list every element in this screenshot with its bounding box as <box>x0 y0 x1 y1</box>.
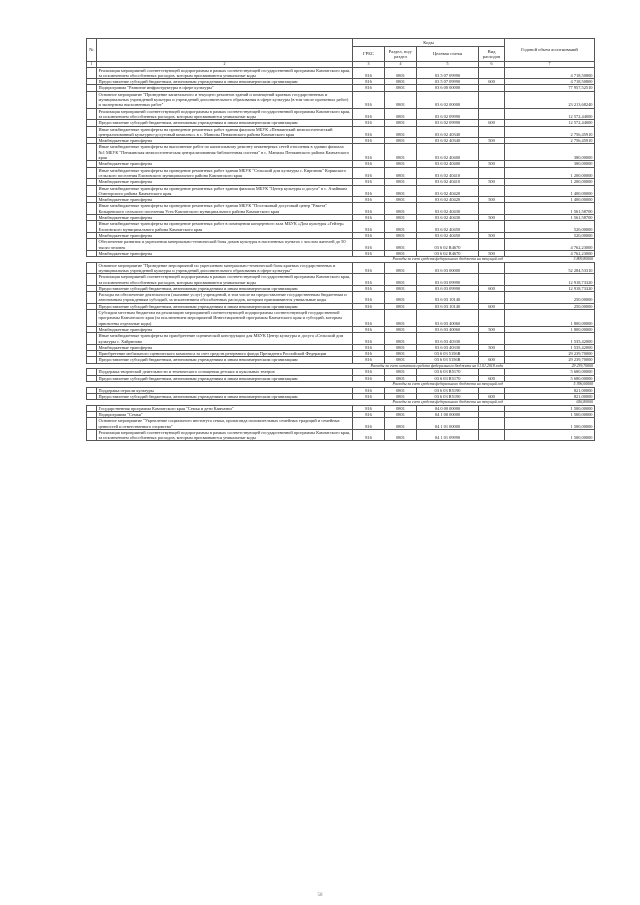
cell-target: 03 6 03 09990 <box>417 285 479 291</box>
cell-name: Предоставление субсидий бюджетным, автономным учреждениям и иным некоммерческим организациям <box>97 285 353 291</box>
cell-section: 0801 <box>385 303 417 309</box>
cell-grbs: 816 <box>353 108 385 120</box>
cell-vr <box>479 221 505 233</box>
cell-num <box>87 91 97 108</box>
cell-name: Межбюджетные трансферты <box>97 138 353 144</box>
note-sum: 29 239,70000 <box>571 363 593 368</box>
cell-section: 0801 <box>385 405 417 411</box>
cell-target: 03 6 03 40330 <box>417 344 479 350</box>
cell-section: 0801 <box>385 250 417 256</box>
cell-amount: 520,00000 <box>505 232 595 238</box>
cell-target: 03 6 03 40060 <box>417 326 479 332</box>
cell-target: 03 6 02 40340 <box>417 138 479 144</box>
table-row <box>87 418 595 430</box>
cell-target: 03 6 02 40450 <box>417 221 479 233</box>
col-header-num: № <box>87 39 97 62</box>
note-sum: 5 396,00000 <box>573 381 593 386</box>
cell-vr: 500 <box>479 138 505 144</box>
cell-amount: 23 213,68240 <box>505 91 595 108</box>
cell-section: 0801 <box>385 326 417 332</box>
cell-amount: 1 561,58700 <box>505 203 595 215</box>
cell-grbs: 816 <box>353 161 385 167</box>
cell-name: Основное мероприятие "Проведение мероприятий по укреплению материально-технической базы краевых государственных и муниципальных учреждений культуры и учреждений дополнительного образования в сфере культуры" <box>97 262 353 274</box>
cell-num <box>87 292 97 304</box>
cell-vr <box>479 333 505 345</box>
cell-num <box>87 144 97 161</box>
cell-grbs: 816 <box>353 239 385 251</box>
cell-section: 0801 <box>385 369 417 375</box>
cell-name: Реализация мероприятий соответствующей подпрограммы в рамках соответствующей государственной программы Камчатского края, за исключением обособленных расходов, которым присваиваются уникальные коды <box>97 108 353 120</box>
cell-amount: 1 800,00000 <box>505 310 595 327</box>
cell-target: 03 6 03 5156R <box>417 357 479 363</box>
col-header-name <box>97 39 353 62</box>
cell-amount: 2 756,45910 <box>505 126 595 138</box>
cell-grbs: 816 <box>353 221 385 233</box>
cell-section: 0801 <box>385 215 417 221</box>
cell-name: Межбюджетные трансферты <box>97 344 353 350</box>
cell-name: Реализация мероприятий соответствующей подпрограммы в рамках соответствующей государственной программы Камчатского края, за исключением обособленных расходов, которым присваиваются уникальные коды <box>97 429 353 441</box>
cell-num <box>87 203 97 215</box>
cell-target: 03 6 02 40400 <box>417 161 479 167</box>
cell-grbs: 816 <box>353 250 385 256</box>
cell-vr: 500 <box>479 326 505 332</box>
cell-section: 0801 <box>385 285 417 291</box>
col-header-amount: Годовой объем ассигнований <box>505 39 595 62</box>
cell-grbs: 816 <box>353 215 385 221</box>
cell-target: 03 6 03 40060 <box>417 310 479 327</box>
cell-amount: 1 500,00000 <box>505 405 595 411</box>
cell-amount: 1 400,00000 <box>505 197 595 203</box>
table-row <box>87 126 595 138</box>
cell-amount: 1 561,58700 <box>505 215 595 221</box>
cell-vr <box>479 203 505 215</box>
cell-grbs: 816 <box>353 126 385 138</box>
col-header-section: Раздел, под-раздел <box>385 47 417 62</box>
table-row <box>87 310 595 327</box>
cell-amount: 1 200,00000 <box>505 179 595 185</box>
table-row <box>87 203 595 215</box>
cell-amount: 5 680,00000 <box>505 369 595 375</box>
cell-name: Межбюджетные трансферты <box>97 161 353 167</box>
cell-section: 0801 <box>385 344 417 350</box>
cell-vr <box>479 274 505 286</box>
cell-target: 03 6 02 R4670 <box>417 250 479 256</box>
cell-target: 03 6 03 R5170 <box>417 369 479 375</box>
cell-name: Реализация мероприятий соответствующей подпрограммы в рамках соответствующей государственной программы Камчатского края, за исключением обособленных расходов, которым присваиваются уникальные коды <box>97 274 353 286</box>
cell-target: 03 6 02 40340 <box>417 126 479 138</box>
cell-target: 03 6 03 R5170 <box>417 375 479 381</box>
cell-vr: 600 <box>479 120 505 126</box>
note-sum: 3 809,80000 <box>573 257 593 262</box>
cell-section: 0801 <box>385 197 417 203</box>
cell-name: Предоставление субсидий бюджетным, автономным учреждениям и иным некоммерческим организациям <box>97 393 353 399</box>
table-row <box>87 429 595 441</box>
cell-vr: 500 <box>479 215 505 221</box>
cell-name: Межбюджетные трансферты <box>97 250 353 256</box>
cell-target: 03 6 02 40420 <box>417 197 479 203</box>
cell-amount: 29 239,70000 <box>505 357 595 363</box>
cell-section: 0801 <box>385 203 417 215</box>
cell-grbs: 816 <box>353 429 385 441</box>
cell-target: 03 5 07 09990 <box>417 67 479 79</box>
cell-vr <box>479 185 505 197</box>
cell-vr: 500 <box>479 232 505 238</box>
cell-amount: 4 718,50800 <box>505 67 595 79</box>
cell-vr <box>479 239 505 251</box>
cell-grbs: 816 <box>353 179 385 185</box>
cell-grbs: 816 <box>353 138 385 144</box>
cell-target: 03 6 03 40330 <box>417 333 479 345</box>
cell-amount: 1 500,00000 <box>505 412 595 418</box>
cell-target: 03 6 02 40410 <box>417 167 479 179</box>
cell-target: 03 6 03 10140 <box>417 292 479 304</box>
table-row <box>87 221 595 233</box>
cell-amount: 2 756,45910 <box>505 138 595 144</box>
table-row <box>87 292 595 304</box>
cell-target: 03 6 02 00000 <box>417 91 479 108</box>
cell-amount: 4 718,50800 <box>505 79 595 85</box>
cell-grbs: 816 <box>353 262 385 274</box>
cell-amount: 12 918,73320 <box>505 285 595 291</box>
cell-name: Поддержка творческой деятельности и технического оснащения детских и кукольных театров <box>97 369 353 375</box>
cell-vr <box>479 108 505 120</box>
cell-grbs: 816 <box>353 185 385 197</box>
table-row <box>87 333 595 345</box>
table-row <box>87 274 595 286</box>
cell-section: 0801 <box>385 357 417 363</box>
cell-vr: 500 <box>479 344 505 350</box>
cell-num <box>87 274 97 286</box>
table-row <box>87 144 595 161</box>
budget-document <box>86 38 594 441</box>
cell-grbs: 816 <box>353 412 385 418</box>
cell-name: Иные межбюджетные трансферты на проведение ремонтных работ здания МБУК "Поселковый досуговый центр "Ракета" Козыревского сельского поселения Усть-Камчатского муниципального района Камчатского края <box>97 203 353 215</box>
cell-section: 0801 <box>385 138 417 144</box>
cell-name: Межбюджетные трансферты <box>97 179 353 185</box>
cell-section: 0801 <box>385 333 417 345</box>
cell-amount: 29 239,70000 <box>505 351 595 357</box>
cell-num <box>87 239 97 251</box>
cell-grbs: 816 <box>353 167 385 179</box>
cell-amount: 380,00000 <box>505 161 595 167</box>
cell-target: 03 6 03 10140 <box>417 303 479 309</box>
cell-grbs: 816 <box>353 197 385 203</box>
cell-target: 03 6 03 00000 <box>417 262 479 274</box>
cell-section: 0801 <box>385 85 417 91</box>
cell-grbs: 816 <box>353 292 385 304</box>
cell-grbs: 816 <box>353 387 385 393</box>
cell-vr: 600 <box>479 303 505 309</box>
col-header-vr: Вид расходов <box>479 47 505 62</box>
cell-section: 0801 <box>385 412 417 418</box>
cell-name: Межбюджетные трансферты <box>97 326 353 332</box>
cell-grbs: 816 <box>353 405 385 411</box>
cell-num <box>87 418 97 430</box>
cell-target: 03 6 02 09990 <box>417 120 479 126</box>
cell-target: 03 6 02 R4670 <box>417 239 479 251</box>
cell-target: 03 6 02 40410 <box>417 179 479 185</box>
cell-vr: 500 <box>479 179 505 185</box>
cell-name: Межбюджетные трансферты <box>97 215 353 221</box>
col-header-grbs: ГРБС <box>353 47 385 62</box>
cell-amount: 12 572,44000 <box>505 108 595 120</box>
note-text: Расходы за счет средств федерального бюджета на текущий год <box>392 257 503 262</box>
cell-amount: 821,00000 <box>505 387 595 393</box>
note-text: Расходы за счет средств федерального бюджета на текущий год <box>392 400 503 405</box>
cell-name: Государственная программа Камчатского края "Семья и дети Камчатки" <box>97 405 353 411</box>
cell-target: 04 1 01 00000 <box>417 418 479 430</box>
table-body <box>87 67 595 441</box>
cell-num <box>87 262 97 274</box>
cell-name: Приобретение мобильного сценического комплекса за счет средств резервного фонда Президента Российской Федерации <box>97 351 353 357</box>
cell-vr <box>479 429 505 441</box>
cell-section: 0801 <box>385 91 417 108</box>
cell-grbs: 816 <box>353 67 385 79</box>
cell-amount: 77 957,52510 <box>505 85 595 91</box>
cell-name: Иные межбюджетные трансферты на проведение ремонтных работ в помещении концертного зала МБУК «Дом культуры «Гейзер» Елизовского муниципального района Камчатского края <box>97 221 353 233</box>
note-text: Расходы за счет средств федерального бюджета на текущий год <box>392 381 503 386</box>
cell-section: 0801 <box>385 239 417 251</box>
cell-num <box>87 167 97 179</box>
cell-vr <box>479 67 505 79</box>
cell-grbs: 816 <box>353 203 385 215</box>
cell-target: 03 6 03 R5190 <box>417 387 479 393</box>
cell-name: Поддержка отрасли культуры <box>97 387 353 393</box>
cell-amount: 821,00000 <box>505 393 595 399</box>
cell-grbs: 816 <box>353 120 385 126</box>
cell-amount: 1 200,00000 <box>505 167 595 179</box>
cell-name: Обеспечение развития и укрепления материально-технической базы домов культуры в населенных пунктах с числом жителей до 50 тысяч человек <box>97 239 353 251</box>
table-row <box>87 185 595 197</box>
cell-section: 0801 <box>385 221 417 233</box>
cell-section: 0801 <box>385 179 417 185</box>
cell-grbs: 816 <box>353 351 385 357</box>
cell-vr <box>479 262 505 274</box>
cell-amount: 1 400,00000 <box>505 185 595 197</box>
cell-target: 03 6 03 5156R <box>417 351 479 357</box>
cell-grbs: 816 <box>353 357 385 363</box>
column-index-row: 1 2 3 4 5 6 7 <box>87 62 595 68</box>
cell-vr <box>479 91 505 108</box>
cell-target: 03 6 02 40430 <box>417 203 479 215</box>
cell-name: Иные межбюджетные трансферты на проведение ремонтных работ здания филиала МБУК «Пенжинский межпоселенческий централизованный культурно-досуговый комплекс» в с. Манилы Пенжинского района Камчатского края <box>97 126 353 138</box>
cell-vr: 500 <box>479 250 505 256</box>
cell-num <box>87 108 97 120</box>
col-header-target: Целевая статья <box>417 47 479 62</box>
cell-name: Межбюджетные трансферты <box>97 197 353 203</box>
cell-vr <box>479 292 505 304</box>
cell-target: 03 6 02 09990 <box>417 108 479 120</box>
cell-target: 03 5 07 09990 <box>417 79 479 85</box>
cell-grbs: 816 <box>353 303 385 309</box>
cell-amount: 1 500,00000 <box>505 418 595 430</box>
cell-section: 0801 <box>385 120 417 126</box>
cell-grbs: 816 <box>353 91 385 108</box>
cell-vr: 500 <box>479 161 505 167</box>
cell-name: Предоставление субсидий бюджетным, автономным учреждениям и иным некоммерческим организациям <box>97 357 353 363</box>
cell-target: 03 6 02 40430 <box>417 215 479 221</box>
cell-name: Основное мероприятие "Укрепление социального института семьи, пропаганда положительных семейных традиций и семейных ценностей и ответственного отцовства" <box>97 418 353 430</box>
cell-amount: 250,00000 <box>505 303 595 309</box>
table-row <box>87 262 595 274</box>
cell-target: 04 1 01 09990 <box>417 429 479 441</box>
cell-section: 0801 <box>385 79 417 85</box>
cell-amount: 5 680,00000 <box>505 375 595 381</box>
cell-grbs: 816 <box>353 144 385 161</box>
cell-grbs: 816 <box>353 285 385 291</box>
cell-vr: 600 <box>479 79 505 85</box>
table-row <box>87 167 595 179</box>
cell-amount: 12 918,73320 <box>505 274 595 286</box>
cell-name: Иные межбюджетные трансферты на проведение ремонтных работ здания МБУК "Сельский дом культуры с. Кирганик" Корякского сельского поселения Елизовского муниципального района Камчатского края <box>97 167 353 179</box>
cell-target: 03 6 03 09990 <box>417 274 479 286</box>
cell-name: Реализация мероприятий соответствующей подпрограммы в рамках соответствующей государственной программы Камчатского края, за исключением обособленных расходов, которым присваиваются уникальные коды <box>97 67 353 79</box>
cell-vr <box>479 418 505 430</box>
cell-section: 0801 <box>385 262 417 274</box>
cell-name: Предоставление субсидий бюджетным, автономным учреждениям и иным некоммерческим организациям <box>97 120 353 126</box>
cell-name: Межбюджетные трансферты <box>97 232 353 238</box>
cell-target: 03 6 02 40450 <box>417 232 479 238</box>
cell-name: Субсидии местным бюджетам на реализацию мероприятий соответствующей подпрограммы соответствующей государственной программы Камчатского края (за исключением мероприятий Инвестиционной программы Камчатского края и субсидий, которым присвоены отдельные коды) <box>97 310 353 327</box>
cell-section: 0801 <box>385 126 417 138</box>
cell-target: 04 0 00 00000 <box>417 405 479 411</box>
cell-grbs: 816 <box>353 274 385 286</box>
cell-num <box>87 429 97 441</box>
cell-name: Иные межбюджетные трансферты на проведение ремонтных работ здания филиала МБУК "Центр культуры и досуга" в с. Ачайваям Олюторского района Камчатского края <box>97 185 353 197</box>
cell-name: Подпрограмма "Семья" <box>97 412 353 418</box>
cell-name: Предоставление субсидий бюджетным, автономным учреждениям и иным некоммерческим организациям <box>97 303 353 309</box>
cell-grbs: 816 <box>353 393 385 399</box>
cell-section: 0801 <box>385 351 417 357</box>
budget-table <box>86 38 595 441</box>
cell-grbs: 816 <box>353 369 385 375</box>
cell-section: 0801 <box>385 67 417 79</box>
cell-grbs: 816 <box>353 85 385 91</box>
cell-num <box>87 185 97 197</box>
cell-num <box>87 126 97 138</box>
cell-grbs: 816 <box>353 375 385 381</box>
cell-grbs: 816 <box>353 232 385 238</box>
cell-amount: 4 762,23000 <box>505 250 595 256</box>
cell-vr: 600 <box>479 357 505 363</box>
cell-name: Расходы на обеспечение деятельности (оказание услуг) учреждений, в том числе на предоставление государственным бюджетным и автономным учреждениям субсидий, за исключением обособленных расходов, которым присваиваются уникальные коды <box>97 292 353 304</box>
cell-section: 0801 <box>385 387 417 393</box>
cell-target: 03 6 02 40400 <box>417 144 479 161</box>
cell-section: 0801 <box>385 375 417 381</box>
page-number: 58 <box>317 893 323 898</box>
table-row <box>87 108 595 120</box>
cell-amount: 250,00000 <box>505 292 595 304</box>
cell-amount: 52 284,53310 <box>505 262 595 274</box>
cell-grbs: 816 <box>353 418 385 430</box>
col-header-codes: Коды <box>353 39 505 47</box>
cell-section: 0801 <box>385 167 417 179</box>
table-row <box>87 67 595 79</box>
cell-vr <box>479 144 505 161</box>
cell-amount: 1 800,00000 <box>505 326 595 332</box>
cell-target: 03 6 03 R5190 <box>417 393 479 399</box>
cell-section: 0801 <box>385 161 417 167</box>
cell-section: 0801 <box>385 393 417 399</box>
note-text: Расходы за счет остатков средств федерального бюджета на 01.01.2018 года <box>370 363 503 368</box>
cell-section: 0801 <box>385 232 417 238</box>
cell-name: Подпрограмма "Развитие инфраструктуры в сфере культуры" <box>97 85 353 91</box>
cell-grbs: 816 <box>353 326 385 332</box>
cell-amount: 380,00000 <box>505 144 595 161</box>
cell-vr: 600 <box>479 285 505 291</box>
cell-vr: 600 <box>479 375 505 381</box>
cell-name: Иные межбюджетные трансферты на приобретение сценической конструкции для МБУК Центр культуры и досуга «Сельский дом культуры с. Хайрюзово <box>97 333 353 345</box>
cell-target: 03 6 02 40420 <box>417 185 479 197</box>
cell-section: 0801 <box>385 310 417 327</box>
cell-name: Предоставление субсидий бюджетным, автономным учреждениям и иным некоммерческим организациям <box>97 375 353 381</box>
table-row <box>87 239 595 251</box>
cell-grbs: 816 <box>353 79 385 85</box>
cell-amount: 1 500,00000 <box>505 429 595 441</box>
cell-vr <box>479 167 505 179</box>
cell-num <box>87 67 97 79</box>
cell-amount: 520,00000 <box>505 221 595 233</box>
cell-amount: 1 535,42000 <box>505 344 595 350</box>
cell-section: 0801 <box>385 429 417 441</box>
cell-grbs: 816 <box>353 344 385 350</box>
cell-section: 0801 <box>385 108 417 120</box>
cell-vr <box>479 310 505 327</box>
cell-section: 0801 <box>385 292 417 304</box>
cell-section: 0801 <box>385 274 417 286</box>
cell-section: 0801 <box>385 144 417 161</box>
cell-name: Предоставление субсидий бюджетным, автономным учреждениям и иным некоммерческим организациям <box>97 79 353 85</box>
cell-section: 0801 <box>385 418 417 430</box>
cell-num <box>87 221 97 233</box>
cell-name: Иные межбюджетные трансферты на выполнение работ по капитальному ремонту инженерных сетей отопления в здании филиала №1 МБУК "Пенжинская межпоселенческая централизованная библиотечная система" в с. Манилы Пенжинского района Камчатского края <box>97 144 353 161</box>
cell-grbs: 816 <box>353 310 385 327</box>
cell-target: 03 6 00 00000 <box>417 85 479 91</box>
cell-num <box>87 333 97 345</box>
cell-name: Основное мероприятие "Проведение капитального и текущего ремонтов зданий и помещений краевых государственных и муниципальных учреждений культуры и учреждений дополнительного образования в сфере культуры (в том числе проектных работ) и экспертизы выполненных работ" <box>97 91 353 108</box>
cell-amount: 1 535,42000 <box>505 333 595 345</box>
cell-num <box>87 310 97 327</box>
cell-vr: 500 <box>479 197 505 203</box>
cell-grbs: 816 <box>353 333 385 345</box>
cell-section: 0801 <box>385 185 417 197</box>
cell-amount: 4 762,23000 <box>505 239 595 251</box>
table-row <box>87 91 595 108</box>
cell-target: 04 1 00 00000 <box>417 412 479 418</box>
cell-amount: 12 572,44000 <box>505 120 595 126</box>
note-sum: 656,80000 <box>576 400 593 405</box>
cell-vr <box>479 126 505 138</box>
cell-vr: 600 <box>479 393 505 399</box>
